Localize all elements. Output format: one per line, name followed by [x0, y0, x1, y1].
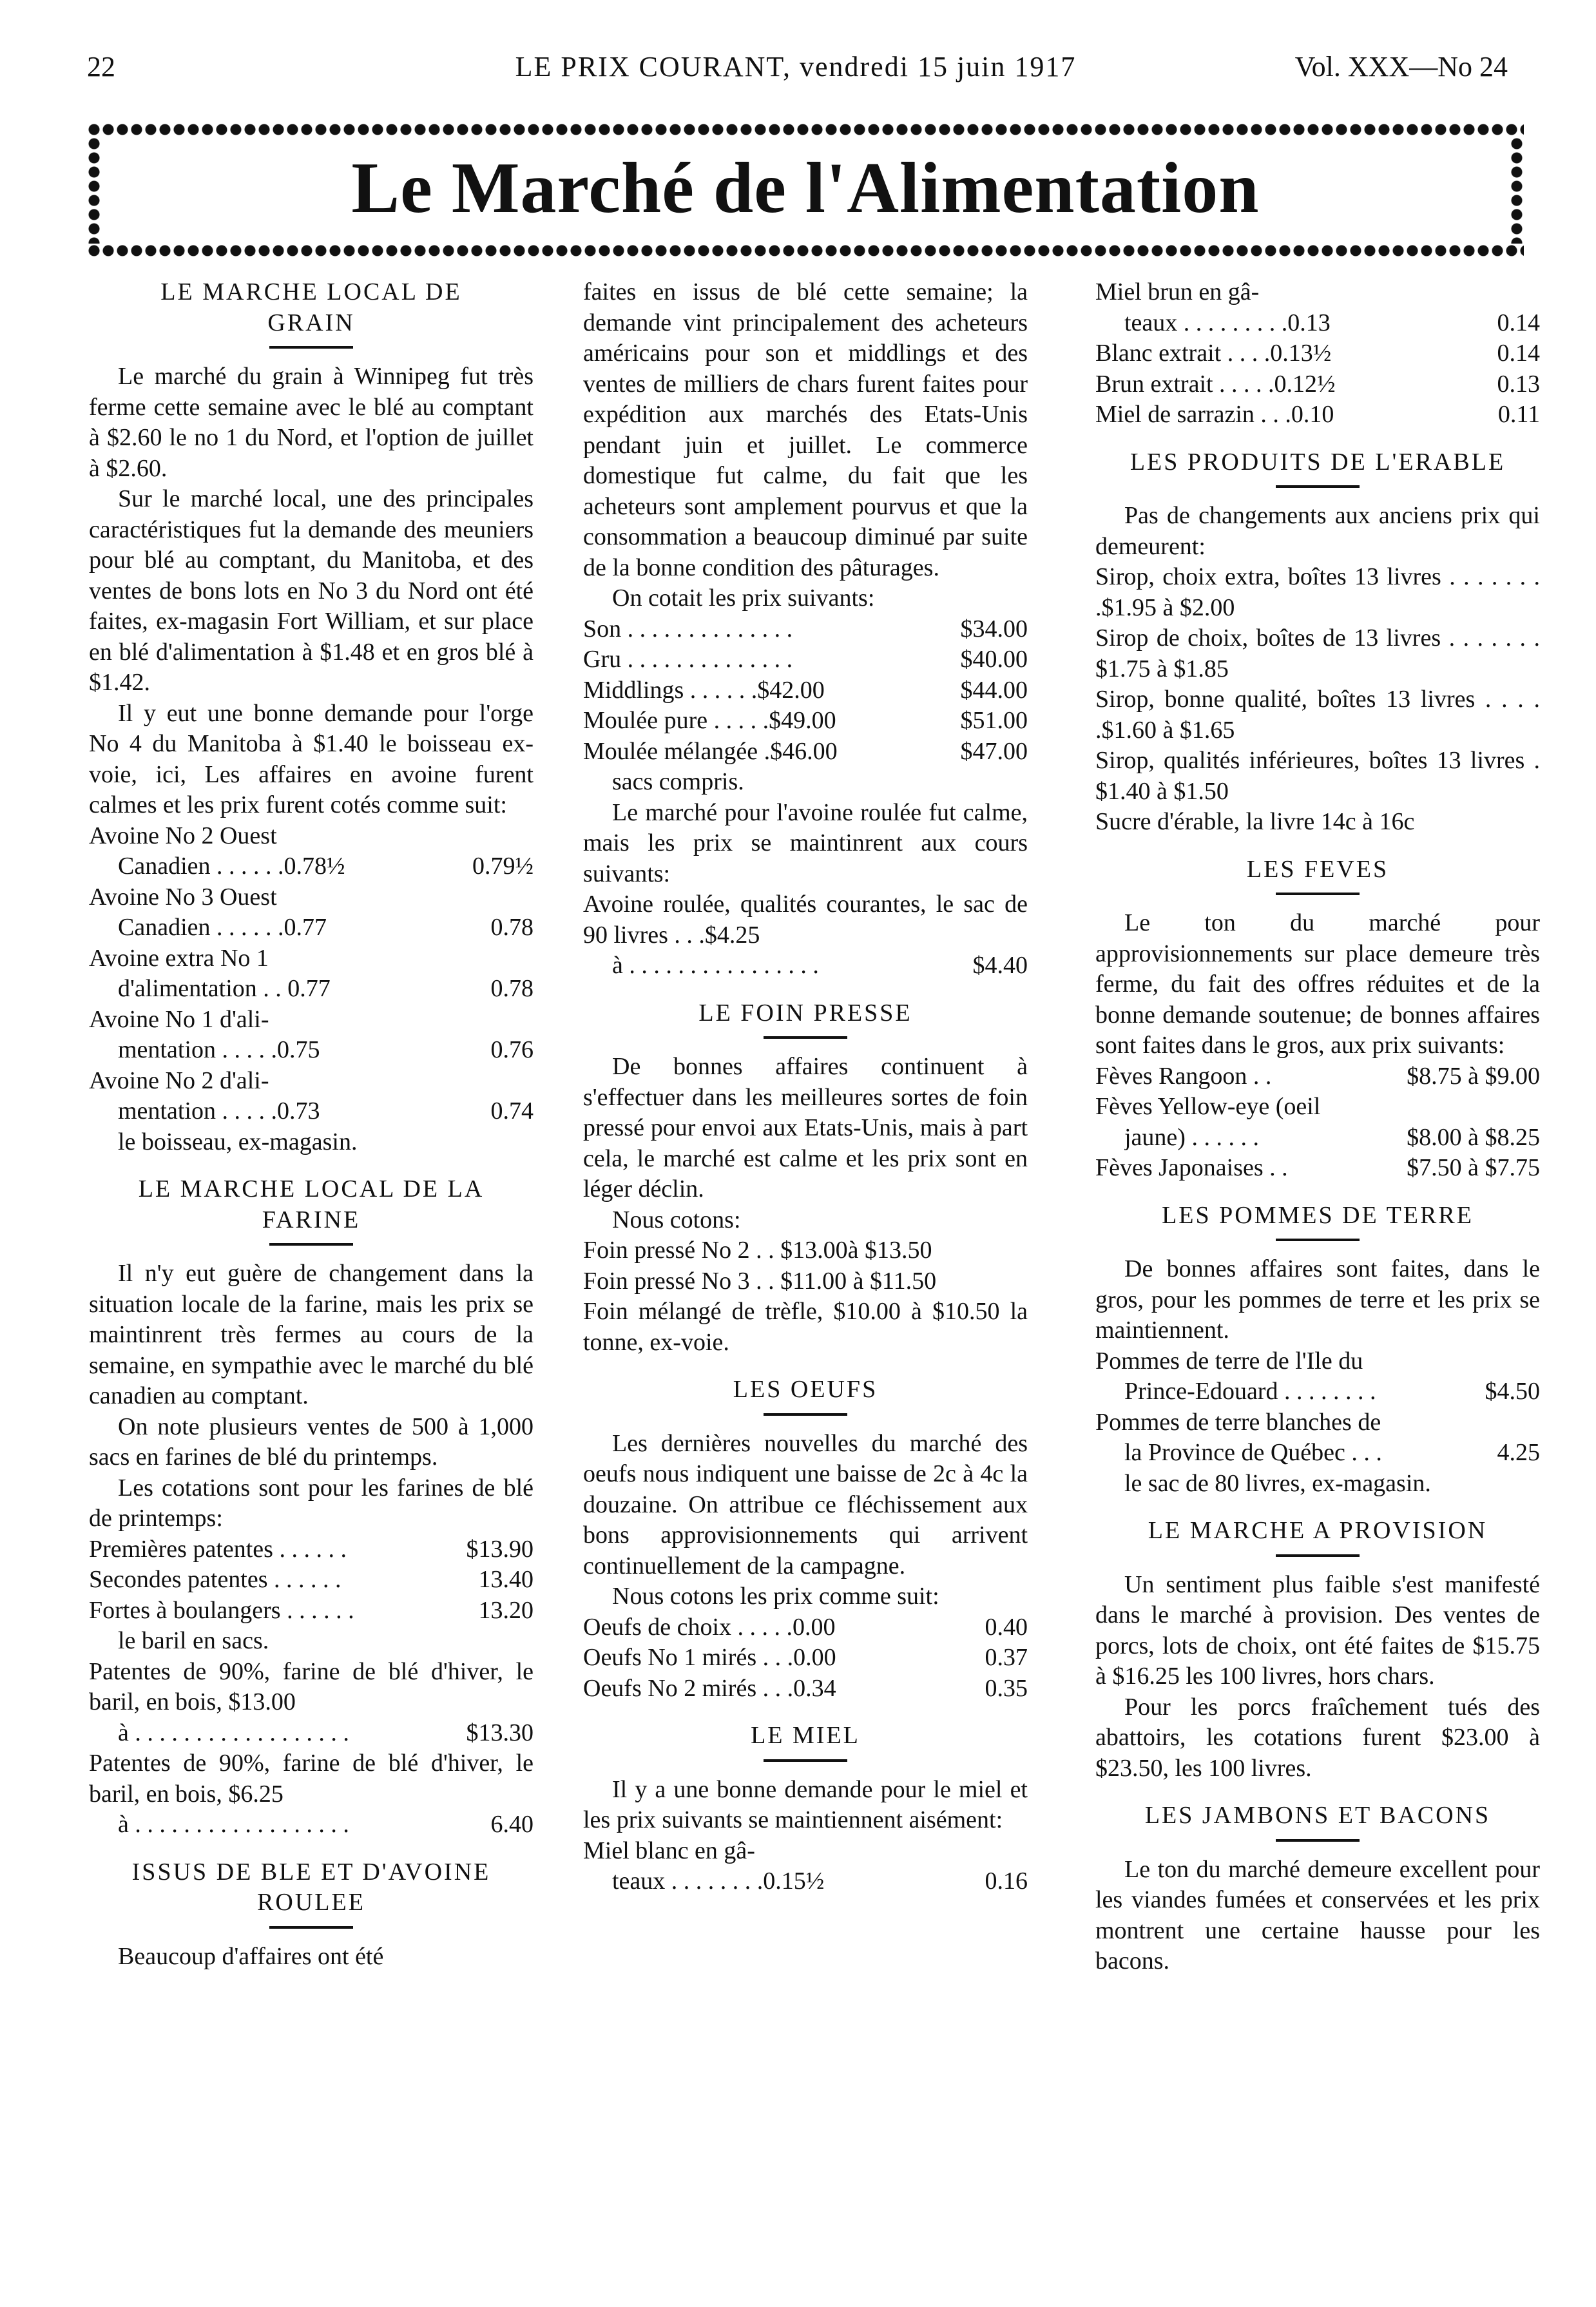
- price-row: Premières patentes . . . . . . $13.90: [89, 1535, 534, 1563]
- price-row: Blanc extrait . . . .0.13½ 0.14: [1095, 340, 1540, 367]
- price-row: Moulée pure . . . . .$49.00 $51.00: [583, 707, 1028, 734]
- price-note: le baril en sacs.: [118, 1627, 269, 1654]
- price-row: Oeufs de choix . . . . .0.00 0.40: [583, 1613, 1028, 1641]
- heading-feves: LES FEVES: [1246, 855, 1389, 883]
- price-text: Sirop, choix extra, boîtes 13 livres . . . . . . . .$1.95 à $2.00: [1095, 563, 1540, 621]
- price-row: Secondes patentes . . . . . . 13.40: [89, 1566, 534, 1593]
- price-text: Foin pressé No 3 . . $11.00 à $11.50: [583, 1267, 937, 1295]
- price-row: jaune) . . . . . . $8.00 à $8.25: [1124, 1123, 1540, 1151]
- price-text: Patentes de 90%, farine de blé d'hiver, le baril, en bois, $13.00: [89, 1657, 534, 1715]
- price-row: Oeufs No 1 mirés . . .0.00 0.37: [583, 1644, 1028, 1671]
- paragraph: Beaucoup d'affaires ont été: [118, 1942, 384, 1970]
- price-note: le boisseau, ex-magasin.: [118, 1128, 358, 1155]
- paragraph: Il y a une bonne demande pour le miel et les prix suivants se maintiennent aisément:: [583, 1775, 1028, 1833]
- heading-grain: LE MARCHE LOCAL DE: [160, 278, 462, 305]
- heading-oeufs: LES OEUFS: [733, 1376, 878, 1403]
- price-row: mentation . . . . .0.73 0.74: [118, 1097, 534, 1125]
- price-row: Middlings . . . . . .$42.00 $44.00: [583, 676, 1028, 704]
- running-header: [77, 50, 1514, 89]
- price-text: Patentes de 90%, farine de blé d'hiver, le baril, en bois, $6.25: [89, 1750, 534, 1808]
- heading-miel: LE MIEL: [751, 1722, 860, 1749]
- heading-pommes-de-terre: LES POMMES DE TERRE: [1162, 1201, 1474, 1229]
- column-3: [1095, 277, 1540, 1977]
- price-note: sacs compris.: [612, 768, 744, 795]
- price-row: Brun extrait . . . . .0.12½ 0.13: [1095, 370, 1540, 398]
- heading-rule: [764, 1036, 847, 1039]
- price-label: Miel brun en gâ-: [1095, 278, 1260, 305]
- heading-rule: [764, 1413, 847, 1416]
- paragraph: Il y eut une bonne demande pour l'orge No 4 du Manitoba à $1.40 le boisseau ex-voie, ici, Les affaires en avoine furent calmes et les prix furent cotés comme suit:: [89, 699, 534, 818]
- price-text: Foin mélangé de trèfle, $10.00 à $10.50 la tonne, ex-voie.: [583, 1298, 1028, 1356]
- price-text: Sucre d'érable, la livre 14c à 16c: [1095, 808, 1415, 835]
- price-row: à . . . . . . . . . . . . . . . . . . 6.40: [118, 1811, 534, 1838]
- price-row: Canadien . . . . . .0.77 0.78: [118, 914, 534, 941]
- paragraph: On cotait les prix suivants:: [612, 584, 875, 612]
- price-row: Gru . . . . . . . . . . . . . . $40.00: [583, 646, 1028, 673]
- heading-rule: [269, 1926, 353, 1929]
- paragraph: Un sentiment plus faible s'est manifesté dans le marché à provision. Des ventes de porcs, lots de choix, ont été faites de $15.75 à $16.25 les 100 livres, hors chars.: [1095, 1570, 1540, 1690]
- paragraph: Nous cotons les prix comme suit:: [612, 1583, 939, 1610]
- heading-rule: [764, 1759, 847, 1762]
- price-row: mentation . . . . .0.75 0.76: [118, 1036, 534, 1063]
- volume-number: Vol. XXX—No 24: [1294, 51, 1508, 82]
- price-row: la Province de Québec . . . 4.25: [1124, 1439, 1540, 1466]
- banner-title: Le Marché de l'Alimentation: [351, 148, 1260, 228]
- price-text: Sirop, bonne qualité, boîtes 13 livres . . . . .$1.60 à $1.65: [1095, 686, 1540, 744]
- price-label: Fèves Yellow-eye (oeil: [1095, 1093, 1321, 1120]
- heading-jambons: LES JAMBONS ET BACONS: [1144, 1802, 1491, 1829]
- price-text: Sirop, qualités inférieures, boîtes 13 livres . $1.40 à $1.50: [1095, 747, 1540, 805]
- paragraph: Le marché pour l'avoine roulée fut calme, mais les prix se maintinrent aux cours suivants:: [583, 798, 1028, 887]
- price-text: Sirop de choix, boîtes de 13 livres . . . . . . . $1.75 à $1.85: [1095, 624, 1540, 682]
- price-row: Son . . . . . . . . . . . . . . $34.00: [583, 615, 1028, 642]
- banner-border-bottom: [87, 244, 1524, 258]
- journal-title: LE PRIX COURANT, vendredi 15 juin 1917: [515, 51, 1077, 82]
- paragraph: Pour les porcs fraîchement tués des abattoirs, les cotations furent $23.00 à $23.50, les 100 livres.: [1095, 1693, 1540, 1782]
- price-label: Pommes de terre de l'Ile du: [1095, 1347, 1363, 1375]
- price-row: Prince-Edouard . . . . . . . . $4.50: [1124, 1378, 1540, 1405]
- price-label: Avoine No 2 d'ali-: [89, 1067, 269, 1094]
- price-row: Miel de sarrazin . . .0.10 0.11: [1095, 401, 1540, 428]
- paragraph: On note plusieurs ventes de 500 à 1,000 sacs en farines de blé du printemps.: [89, 1413, 534, 1471]
- heading-farine-2: FARINE: [262, 1206, 361, 1233]
- price-label: Avoine extra No 1: [89, 944, 269, 972]
- price-row: à . . . . . . . . . . . . . . . . $4.40: [612, 952, 1028, 979]
- price-label: Pommes de terre blanches de: [1095, 1408, 1381, 1436]
- heading-rule: [269, 346, 353, 349]
- paragraph: Pas de changements aux anciens prix qui demeurent:: [1095, 502, 1540, 560]
- price-row: Moulée mélangée .$46.00 $47.00: [583, 737, 1028, 765]
- price-text: Avoine roulée, qualités courantes, le sac de 90 livres . . .$4.25: [583, 891, 1028, 949]
- paragraph: De bonnes affaires continuent à s'effectuer dans les meilleures sortes de foin pressé pour envoi aux Etats-Unis, mais à part cela, le marché est calme et les prix sont en léger déclin.: [583, 1053, 1028, 1202]
- heading-rule: [1276, 485, 1360, 488]
- heading-erable: LES PRODUITS DE L'ERABLE: [1130, 448, 1506, 476]
- price-note: le sac de 80 livres, ex-magasin.: [1124, 1469, 1431, 1497]
- paragraph: Les cotations sont pour les farines de blé de printemps:: [89, 1474, 534, 1532]
- page-number: 22: [87, 51, 115, 82]
- price-row: à . . . . . . . . . . . . . . . . . . $13.30: [118, 1719, 534, 1746]
- price-label: Miel blanc en gâ-: [583, 1837, 755, 1864]
- price-row: Fèves Rangoon . . $8.75 à $9.00: [1095, 1062, 1540, 1090]
- price-row: Oeufs No 2 mirés . . .0.34 0.35: [583, 1674, 1028, 1702]
- price-row: Fèves Japonaises . . $7.50 à $7.75: [1095, 1154, 1540, 1181]
- price-row: teaux . . . . . . . . .0.13 0.14: [1124, 309, 1540, 336]
- paragraph: Sur le marché local, une des principales caractéristiques fut la demande des meuniers pour blé au comptant, du Manitoba, et des ventes de bons lots en No 3 du Nord ont été faites, ex-magasin Fort William, et sur place en blé d'alimentation à $1.48 et en gros blé à $1.42.: [89, 485, 534, 696]
- price-row: teaux . . . . . . . .0.15½ 0.16: [612, 1868, 1028, 1895]
- heading-grain-2: GRAIN: [267, 309, 355, 336]
- paragraph: faites en issus de blé cette semaine; la demande vint principalement des acheteurs américains pour son et middlings et des ventes de milliers de chars furent faites pour expédition aux marchés des Etats-Unis pendant juin et juillet. Le commerce domestique fut calme, du fait que les acheteurs sont amplement pourvus et que la consommation a beaucoup diminué par suite de la bonne condition des pâturages.: [583, 278, 1028, 581]
- heading-issus: ISSUS DE BLE ET D'AVOINE: [131, 1858, 491, 1886]
- paragraph: Nous cotons:: [612, 1206, 741, 1233]
- price-label: Avoine No 2 Ouest: [89, 822, 277, 849]
- paragraph: Il n'y eut guère de changement dans la situation locale de la farine, mais les prix se maintinrent très fermes au cours de la semaine, en sympathie avec le marché du blé canadien au comptant.: [89, 1260, 534, 1409]
- heading-foin: LE FOIN PRESSE: [698, 999, 912, 1027]
- section-banner: [87, 122, 1524, 258]
- price-row: Canadien . . . . . .0.78½ 0.79½: [118, 853, 534, 880]
- price-row: d'alimentation . . 0.77 0.78: [118, 975, 534, 1002]
- price-label: Avoine No 3 Ouest: [89, 883, 277, 911]
- heading-rule: [1276, 1554, 1360, 1557]
- paragraph: De bonnes affaires sont faites, dans le gros, pour les pommes de terre et les prix se maintiennent.: [1095, 1255, 1540, 1344]
- paragraph: Les dernières nouvelles du marché des oeufs nous indiquent une baisse de 2c à 4c la douzaine. On attribue ce fléchissement aux bons approvisionnements qui arrivent continuellement de la campagne.: [583, 1429, 1028, 1579]
- price-text: Foin pressé No 2 . . $13.00à $13.50: [583, 1237, 932, 1264]
- heading-rule: [269, 1243, 353, 1246]
- price-label: Avoine No 1 d'ali-: [89, 1005, 269, 1033]
- paragraph: Le marché du grain à Winnipeg fut très ferme cette semaine avec le blé au comptant à $2.60 le no 1 du Nord, et l'option de juillet à $2.60.: [89, 363, 534, 482]
- paragraph: Le ton du marché demeure excellent pour les viandes fumées et conservées et les prix montrent une certaine hausse pour les bacons.: [1095, 1855, 1540, 1974]
- heading-rule: [1276, 893, 1360, 895]
- heading-provision: LE MARCHE A PROVISION: [1148, 1517, 1488, 1544]
- heading-rule: [1276, 1239, 1360, 1241]
- column-2: [583, 277, 1028, 1897]
- heading-farine: LE MARCHE LOCAL DE LA: [138, 1175, 485, 1202]
- banner-border-top: [87, 122, 1524, 137]
- column-1: [89, 277, 534, 1972]
- heading-issus-2: ROULEE: [257, 1889, 365, 1916]
- heading-rule: [1276, 1839, 1360, 1842]
- price-row: Fortes à boulangers . . . . . . 13.20: [89, 1596, 534, 1624]
- paragraph: Le ton du marché pour approvisionnements sur place demeure très ferme, du fait des offres réduites et de la bonne demande soutenue; de bonnes affaires sont faites dans le gros, aux prix suivants:: [1095, 909, 1540, 1059]
